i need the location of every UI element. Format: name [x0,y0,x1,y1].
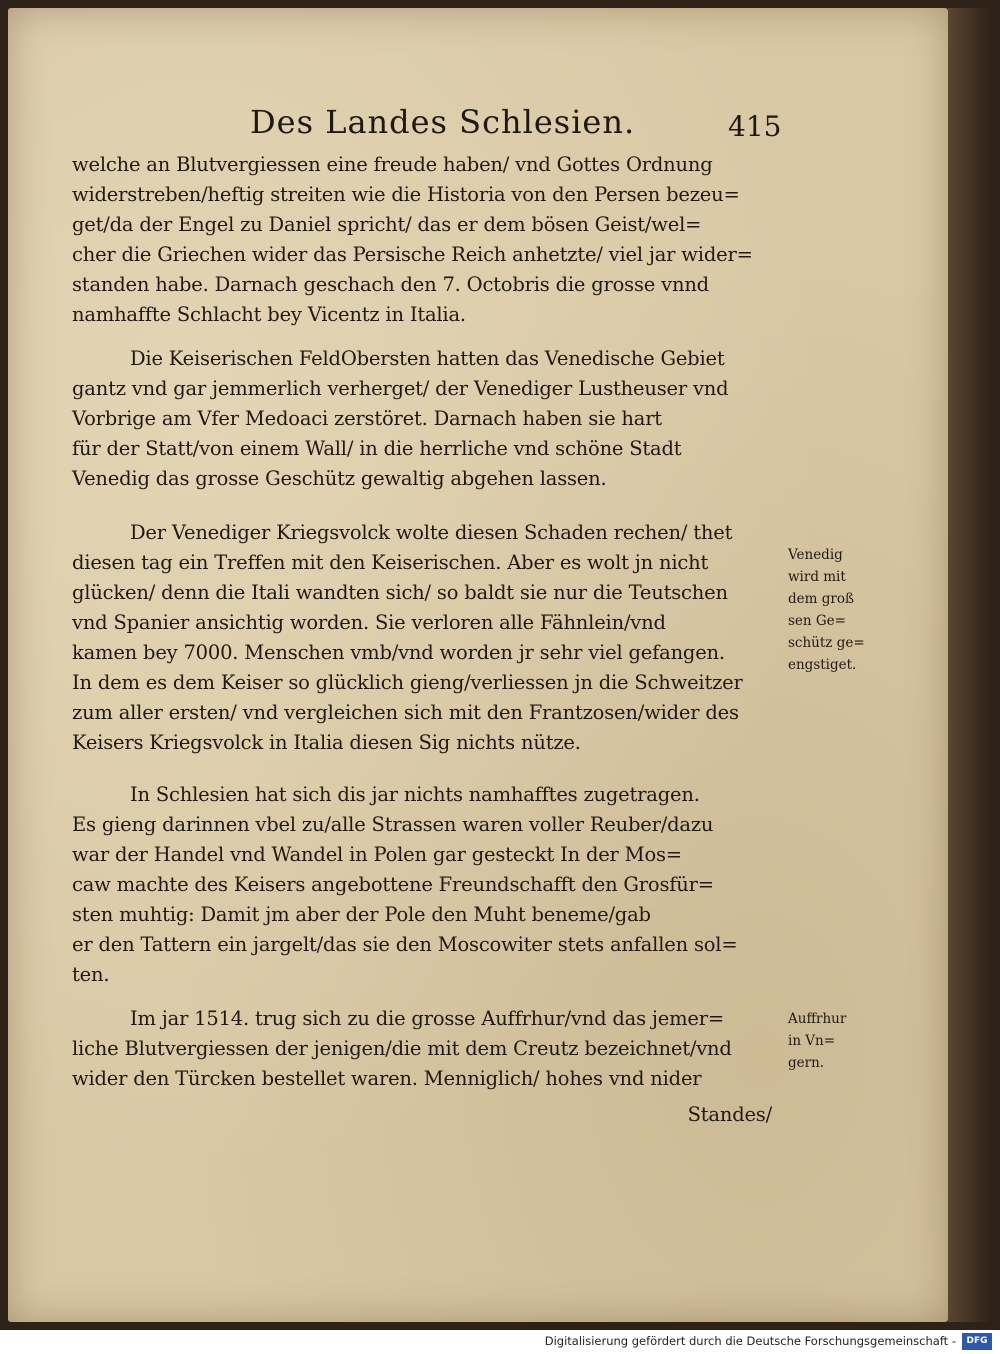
text-line: sten muhtig: Damit jm aber der Pole den Muht beneme/gab [72,903,651,926]
text-line: gantz vnd gar jemmerlich verherget/ der Venediger Lustheuser vnd [72,377,729,400]
text-line: wider den Türcken bestellet waren. Menniglich/ hohes vnd nider [72,1067,702,1090]
margin-line: in Vn= [788,1033,836,1049]
catchword: Standes/ [687,1103,772,1126]
funding-credit: Digitalisierung gefördert durch die Deutsche Forschungsgemeinschaft - [544,1334,956,1348]
text-line: caw machte des Keisers angebottene Freundschafft den Grosfür= [72,873,714,896]
text-line: Im jar 1514. trug sich zu die grosse Auffrhur/vnd das jemer= [130,1007,724,1030]
text-line: er den Tattern ein jargelt/das sie den Moscowiter stets anfallen sol= [72,933,738,956]
margin-line: wird mit [788,569,846,585]
margin-line: dem groß [788,591,854,607]
margin-line: schütz ge= [788,635,865,651]
text-line: welche an Blutvergiessen eine freude haben/ vnd Gottes Ordnung [72,153,713,176]
text-line: für der Statt/von einem Wall/ in die herrliche vnd schöne Stadt [72,437,682,460]
text-line: widerstreben/heftig streiten wie die Historia von den Persen bezeu= [72,183,740,206]
text-line: zum aller ersten/ vnd vergleichen sich mit den Frantzosen/wider des [72,701,739,724]
text-line: ten. [72,963,110,986]
text-line: Der Venediger Kriegsvolck wolte diesen Schaden rechen/ thet [130,521,733,544]
margin-line: gern. [788,1055,825,1071]
margin-note-venice [788,544,888,676]
dfg-logo: DFG [962,1333,992,1350]
running-title: Des Landes Schlesien. [250,103,636,141]
digitization-footer [0,1330,1000,1354]
margin-line: Auffrhur [788,1011,847,1027]
text-line: standen habe. Darnach geschach den 7. Octobris die grosse vnnd [72,273,709,296]
text-line: liche Blutvergiessen der jenigen/die mit dem Creutz bezeichnet/vnd [72,1037,732,1060]
text-line: In dem es dem Keiser so glücklich gieng/verliessen jn die Schweitzer [72,671,743,694]
text-line: kamen bey 7000. Menschen vmb/vnd worden jr sehr viel gefangen. [72,641,725,664]
text-line: cher die Griechen wider das Persische Reich anhetzte/ viel jar wider= [72,243,753,266]
text-line: Keisers Kriegsvolck in Italia diesen Sig nichts nütze. [72,731,581,754]
page-number: 415 [728,110,782,143]
text-line: get/da der Engel zu Daniel spricht/ das er dem bösen Geist/wel= [72,213,702,236]
text-line: Vorbrige am Vfer Medoaci zerstöret. Darnach haben sie hart [72,407,662,430]
text-line: war der Handel vnd Wandel in Polen gar gesteckt In der Mos= [72,843,682,866]
text-line: glücken/ denn die Itali wandten sich/ so baldt sie nur die Teutschen [72,581,728,604]
text-line: vnd Spanier ansichtig worden. Sie verloren alle Fähnlein/vnd [72,611,666,634]
text-line: Venedig das grosse Geschütz gewaltig abgehen lassen. [72,467,607,490]
text-line: diesen tag ein Treffen mit den Keiserischen. Aber es wolt jn nicht [72,551,709,574]
text-line: namhaffte Schlacht bey Vicentz in Italia. [72,303,466,326]
margin-line: sen Ge= [788,613,846,629]
text-line: In Schlesien hat sich dis jar nichts namhafftes zugetragen. [130,783,700,806]
text-line: Die Keiserischen FeldObersten hatten das Venedische Gebiet [130,347,725,370]
margin-line: engstiget. [788,657,857,673]
page-edge [948,8,992,1322]
margin-line: Venedig [788,547,843,563]
margin-note-uprising [788,1008,888,1074]
text-line: Es gieng darinnen vbel zu/alle Strassen waren voller Reuber/dazu [72,813,714,836]
